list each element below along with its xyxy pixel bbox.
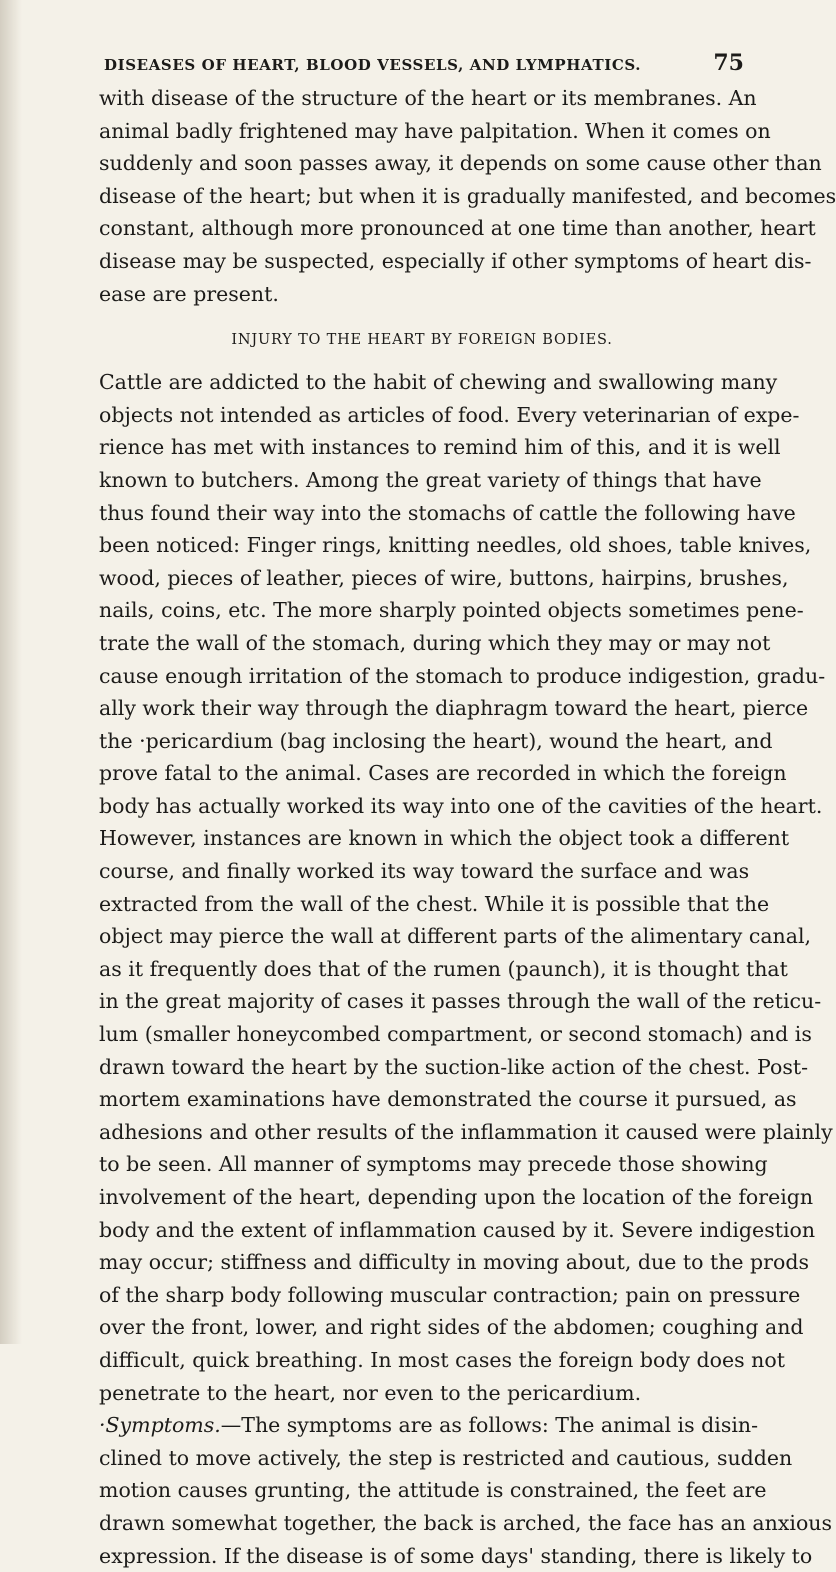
text-line: thus found their way into the stomachs of cattle the following have xyxy=(99,500,796,525)
text-line: extracted from the wall of the chest. While it is possible that the xyxy=(99,891,770,916)
running-head xyxy=(104,50,744,80)
text-line: nails, coins, etc. The more sharply pointed objects sometimes pene- xyxy=(99,598,804,623)
text-line: clined to move actively, the step is restricted and cautious, sudden xyxy=(99,1445,793,1470)
text-line: difficult, quick breathing. In most cases the foreign body does not xyxy=(99,1347,785,1372)
text-line: objects not intended as articles of food. Every veterinarian of expe- xyxy=(99,402,800,427)
text-line: course, and finally worked its way toward the surface and was xyxy=(99,859,750,884)
text-line: been noticed: Finger rings, knitting needles, old shoes, table knives, xyxy=(99,533,812,558)
text-line: lum (smaller honeycombed compartment, or second stomach) and is xyxy=(99,1022,812,1047)
text-line: penetrate to the heart, nor even to the pericardium. xyxy=(99,1380,642,1405)
text-line: suddenly and soon passes away, it depends on some cause other than xyxy=(99,151,822,176)
running-title: DISEASES OF HEART, BLOOD VESSELS, AND LYMPHATICS. xyxy=(104,56,642,74)
text-line: Cattle are addicted to the habit of chewing and swallowing many xyxy=(99,370,778,395)
text-line: However, instances are known in which the object took a different xyxy=(99,826,790,851)
body-text xyxy=(99,82,836,1572)
text-line: known to butchers. Among the great variety of things that have xyxy=(99,467,762,492)
text-line: mortem examinations have demonstrated the course it pursued, as xyxy=(99,1087,797,1112)
text-line: as it frequently does that of the rumen (paunch), it is thought that xyxy=(99,956,788,981)
text-line: constant, although more pronounced at one time than another, heart xyxy=(99,216,816,241)
paragraph-2 xyxy=(99,366,833,1409)
text-line: in the great majority of cases it passes through the wall of the reticu- xyxy=(99,989,822,1014)
text-line: disease of the heart; but when it is gradually manifested, and becomes xyxy=(99,183,836,208)
page-edge-shadow xyxy=(0,0,22,1344)
text-line xyxy=(99,1409,759,1442)
section-heading: INJURY TO THE HEART BY FOREIGN BODIES. xyxy=(231,332,613,349)
text-line: adhesions and other results of the inflammation it caused were plainly xyxy=(99,1119,833,1144)
text-line: prove fatal to the animal. Cases are recorded in which the foreign xyxy=(99,761,787,786)
text-line: drawn somewhat together, the back is arched, the face has an anxious xyxy=(99,1510,833,1535)
text-line: to be seen. All manner of symptoms may precede those showing xyxy=(99,1152,768,1177)
text-line: object may pierce the wall at different parts of the alimentary canal, xyxy=(99,924,812,949)
text-line: of the sharp body following muscular contraction; pain on pressure xyxy=(99,1282,801,1307)
text-line: over the front, lower, and right sides of the abdomen; coughing and xyxy=(99,1315,804,1340)
text-line: motion causes grunting, the attitude is constrained, the feet are xyxy=(99,1478,767,1503)
text-line: involvement of the heart, depending upon the location of the foreign xyxy=(99,1185,814,1209)
symptoms-lead-in: ·Symptoms. xyxy=(99,1413,221,1438)
text-line: animal badly frightened may have palpitation. When it comes on xyxy=(99,118,771,143)
text-line: with disease of the structure of the heart or its membranes. An xyxy=(99,86,757,110)
text-line: drawn toward the heart by the suction-like action of the chest. Post- xyxy=(99,1054,809,1079)
text-line: body and the extent of inflammation caused by it. Severe indigestion xyxy=(99,1217,816,1242)
text-line: body has actually worked its way into one of the cavities of the heart. xyxy=(99,793,823,818)
text-span: —The symptoms are as follows: The animal is disin- xyxy=(220,1413,759,1438)
text-line: disease may be suspected, especially if other symptoms of heart dis- xyxy=(99,248,812,273)
text-line: the ·pericardium (bag inclosing the heart), wound the heart, and xyxy=(99,728,773,753)
text-line: wood, pieces of leather, pieces of wire, buttons, hairpins, brushes, xyxy=(99,565,789,590)
text-line: rience has met with instances to remind him of this, and it is well xyxy=(99,435,781,460)
page-number: 75 xyxy=(713,50,744,76)
text-line: trate the wall of the stomach, during which they may or may not xyxy=(99,630,771,655)
text-line: cause enough irritation of the stomach to produce indigestion, gradu- xyxy=(99,663,826,688)
text-line: ease are present. xyxy=(99,281,279,306)
text-line: may occur; stiffness and difficulty in moving about, due to the prods xyxy=(99,1250,809,1275)
paragraph-3 xyxy=(99,1409,833,1572)
text-line: expression. If the disease is of some days' standing, there is likely to xyxy=(99,1543,813,1568)
paragraph-1 xyxy=(99,82,836,310)
text-line: ally work their way through the diaphragm toward the heart, pierce xyxy=(99,696,809,721)
